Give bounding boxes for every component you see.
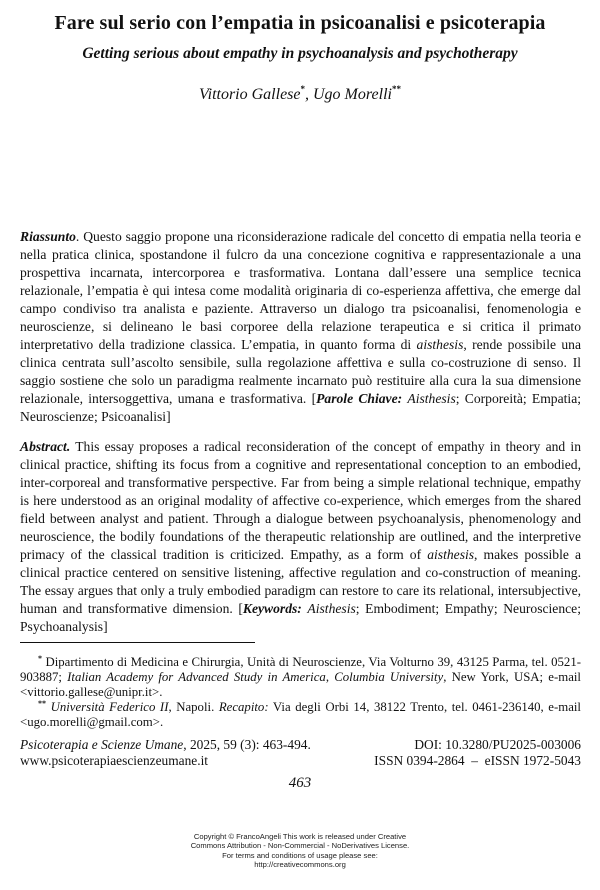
citation-details: , 2025, 59 (3): 463-494. bbox=[183, 737, 311, 752]
publication-row bbox=[20, 753, 581, 769]
riassunto-text: . Questo saggio propone una riconsiderazione radicale del concetto di empatia nella teoria e nella pratica clinica, spostandone il fulcro da una concezione cognitiva e rappresentazionale a una prospettiva incarnata, intercorporea e trasformativa. Lontana dall’essere una semplice tecnica relazionale, l’empatia è qui intesa come modalità originaria di co-esperienza affettiva, che emerge dal campo condiviso tra analista e paziente. Attraverso un dialogo tra psicoanalisi, fenomenologia e neuroscienze, si delineano le basi corporee della relazione terapeutica e si critica il primato interpretativo della tradizione classica. L’empatia, in quanto forma di bbox=[20, 229, 581, 352]
riassunto-label: Riassunto bbox=[20, 229, 76, 244]
footnote-text: Via degli Orbi 14, 38122 Trento, tel. 0461-236140, e-mail <ugo.morelli@gmail.com>. bbox=[20, 700, 581, 729]
author-separator: , bbox=[305, 86, 313, 103]
riassunto-term: aisthesis bbox=[416, 337, 464, 352]
abstract-term: aisthesis bbox=[427, 547, 475, 562]
footnote-mark: ** bbox=[38, 699, 46, 708]
citation-row bbox=[20, 737, 581, 753]
abstract-paragraph bbox=[20, 438, 581, 636]
footnote-italic: Columbia University bbox=[334, 670, 444, 684]
abstract-text: This essay proposes a radical reconsideration of the concept of empathy in theory and in clinical practice, shifting its focus from a cognitive and representational conception to an embodied, inter-corporeal and transformative perspective. Far from being a simple relational technique, empathy is here understood as an original modality of affective co-experience, which emerges from the shared field between analyst and patient. Through a dialogue between psychoanalysis, phenomenology and neuroscience, the bodily foundations of the therapeutic relationship are outlined, and the interpretive primacy of the classical tradition is criticized. Empathy, as a form of bbox=[20, 439, 581, 562]
riassunto-text: , rende possibile una clinica centrata sull’ascolto sensibile, sulla regolazione affettiva e sulla co-costruzione di senso. Il saggio sostiene che solo un paradigma realmente incarnato può restituire alla cura la sua dimensione relazionale, intersoggettiva, umana e trasformativa. [ bbox=[20, 337, 581, 406]
author-name: Vittorio Gallese bbox=[199, 86, 301, 103]
author-list bbox=[0, 84, 600, 104]
abstract-keywords-label: Keywords: bbox=[242, 601, 308, 616]
footnote-italic: Italian Academy for Advanced Study in America bbox=[67, 670, 326, 684]
riassunto-keyword: Aisthesis bbox=[407, 391, 456, 406]
issn: ISSN 0394-2864 – eISSN 1972-5043 bbox=[374, 753, 581, 768]
journal-citation bbox=[20, 737, 311, 753]
riassunto-keywords: ; Corporeità; Empatia; Neuroscienze; Psicoanalisi] bbox=[20, 391, 582, 424]
footnote-italic: Recapito: bbox=[218, 700, 269, 714]
footnote-text: , New York, USA; e-mail <vittorio.gallese@unipr.it>. bbox=[20, 670, 581, 699]
doi: DOI: 10.3280/PU2025-003006 bbox=[414, 737, 581, 752]
footnote-text: , Napoli. bbox=[168, 700, 219, 714]
author-footnote-mark: * bbox=[300, 84, 305, 94]
copyright-line: Commons Attribution - Non-Commercial - NoDerivatives License. bbox=[190, 841, 410, 851]
footnote-2 bbox=[20, 696, 581, 730]
journal-name: Psicoterapia e Scienze Umane bbox=[20, 737, 184, 752]
paper-title: Fare sul serio con l’empatia in psicoanalisi e psicoterapia bbox=[54, 12, 546, 34]
footnote-text: , bbox=[325, 670, 335, 684]
footnote-1 bbox=[20, 651, 581, 700]
copyright-line: For terms and conditions of usage please see: bbox=[222, 850, 378, 860]
abstract-keywords: ; Embodiment; Empathy; Neuroscience; Psychoanalysis] bbox=[20, 601, 581, 634]
author-footnote-mark: ** bbox=[391, 84, 401, 94]
footnote-mark: * bbox=[38, 654, 42, 663]
copyright-notice bbox=[0, 832, 600, 870]
page-number: 463 bbox=[288, 775, 312, 791]
abstract-text: , makes possible a clinical practice centered on sensitive listening, affective regulation and co-construction of meaning. The essay argues that only a truly embodied paradigm can restore to care its relational, intersubjective, human and transformative dimension. [ bbox=[20, 547, 581, 616]
riassunto-paragraph bbox=[20, 228, 581, 426]
abstract-label: Abstract. bbox=[20, 439, 71, 454]
footnote-italic: Università Federico II bbox=[50, 700, 169, 714]
riassunto-keywords-label: Parole Chiave: bbox=[316, 391, 408, 406]
author-name: Ugo Morelli bbox=[313, 86, 392, 103]
footnote-text: Dipartimento di Medicina e Chirurgia, Unità di Neuroscienze, Via Volturno 39, 43125 Parma, tel. 0521-903887; bbox=[20, 655, 581, 684]
abstract-keyword: Aisthesis bbox=[307, 601, 356, 616]
footnote-divider bbox=[20, 642, 255, 643]
copyright-line: Copyright © FrancoAngeli This work is released under Creative bbox=[193, 832, 407, 841]
creative-commons-link[interactable]: http://creativecommons.org bbox=[254, 860, 346, 870]
paper-subtitle: Getting serious about empathy in psychoanalysis and psychotherapy bbox=[82, 45, 518, 62]
journal-website: www.psicoterapiaescienzeumane.it bbox=[20, 753, 209, 768]
